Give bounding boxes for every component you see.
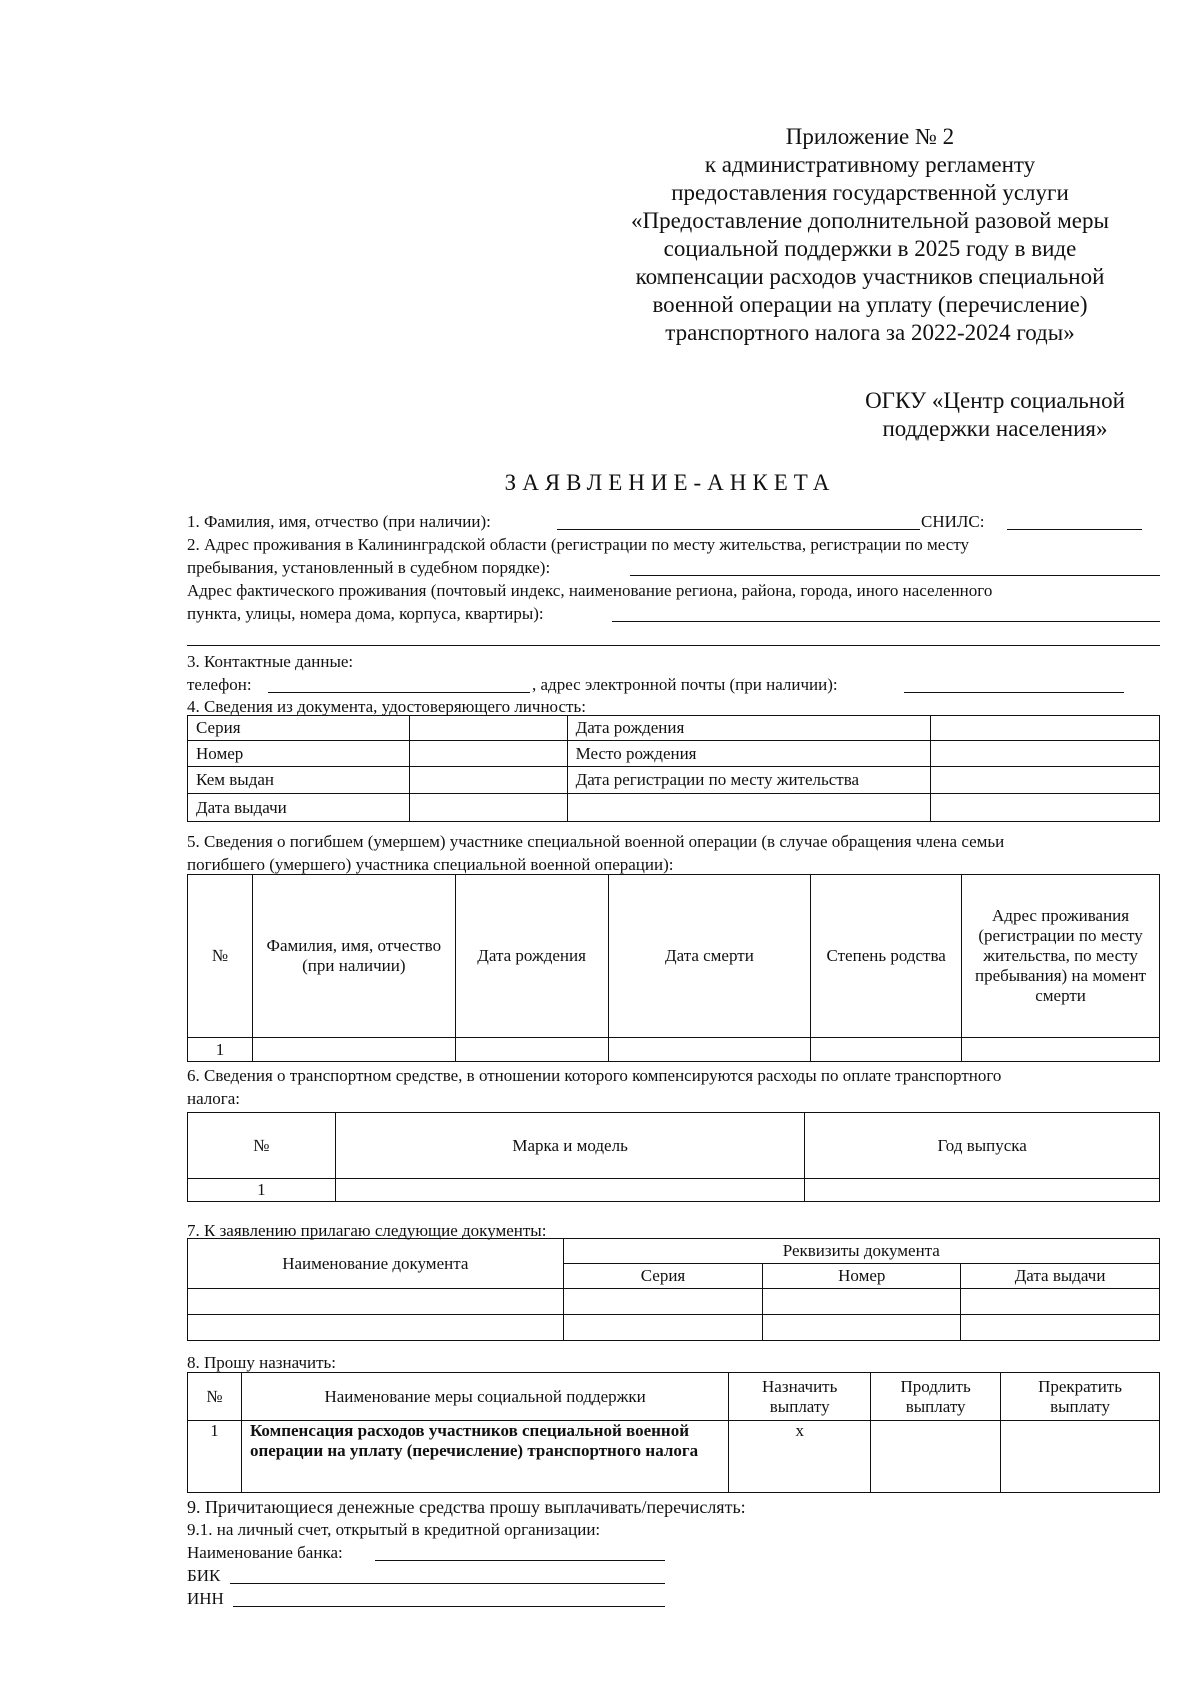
- value-issue-date[interactable]: [409, 794, 567, 822]
- vehicle-info-line: налога:: [187, 1089, 241, 1108]
- col-fio: Фамилия, имя, отчество (при наличии): [252, 875, 455, 1038]
- col-death-date: Дата смерти: [608, 875, 811, 1038]
- label-reg-date: Дата регистрации по месту жительства: [567, 767, 931, 794]
- id-doc-title: 4. Сведения из документа, удостоверяющего личность:: [187, 697, 586, 716]
- cell-address[interactable]: [962, 1038, 1160, 1062]
- contacts-title: 3. Контактные данные:: [187, 652, 354, 671]
- vehicle-info-line: 6. Сведения о транспортном средстве, в отношении которого компенсируются расходы по оплате транспортного: [187, 1066, 1002, 1085]
- col-kinship: Степень родства: [811, 875, 962, 1038]
- reg-address-line: 2. Адрес проживания в Калининградской области (регистрации по месту жительства, регистрации по месту: [187, 535, 970, 554]
- label-birth-date: Дата рождения: [567, 716, 931, 741]
- org-line: ОГКУ «Центр социальной: [865, 388, 1125, 413]
- label-series: Серия: [188, 716, 410, 741]
- bank-label: Наименование банка:: [187, 1543, 343, 1562]
- cell-birth-date[interactable]: [455, 1038, 608, 1062]
- actual-address-field[interactable]: [612, 621, 1160, 622]
- cell-issue-date[interactable]: [961, 1289, 1160, 1315]
- col-year: Год выпуска: [805, 1113, 1160, 1179]
- extend-cell[interactable]: [871, 1421, 1001, 1493]
- payment-title: 9. Причитающиеся денежные средства прошу выплачивать/перечислять:: [187, 1497, 746, 1517]
- email-label: , адрес электронной почты (при наличии):: [532, 675, 838, 694]
- assign-mark[interactable]: x: [729, 1421, 871, 1493]
- snils-field[interactable]: [1007, 529, 1142, 530]
- value-issued-by[interactable]: [409, 767, 567, 794]
- col-extend: Продлить выплату: [871, 1373, 1001, 1421]
- row-number: 1: [188, 1038, 253, 1062]
- col-issue-date: Дата выдачи: [961, 1264, 1160, 1289]
- fio-field[interactable]: [557, 529, 920, 530]
- header-line: компенсации расходов участников специальной: [635, 264, 1105, 289]
- empty-cell: [567, 794, 931, 822]
- col-requisites: Реквизиты документа: [563, 1239, 1159, 1264]
- header-line: военной операции на уплату (перечисление): [652, 292, 1088, 317]
- header-line: социальной поддержки в 2025 году в виде: [663, 236, 1077, 261]
- value-reg-date[interactable]: [931, 767, 1160, 794]
- row-number: 1: [188, 1421, 242, 1493]
- cell-make-model[interactable]: [335, 1179, 804, 1202]
- label-birth-place: Место рождения: [567, 741, 931, 767]
- col-make-model: Марка и модель: [335, 1113, 804, 1179]
- bik-field[interactable]: [230, 1583, 665, 1584]
- col-address: Адрес проживания (регистрации по месту жительства, по месту пребывания) на момент смерти: [962, 875, 1160, 1038]
- attachments-table: [187, 1238, 1160, 1341]
- deceased-info-line: 5. Сведения о погибшем (умершем) участнике специальной военной операции (в случае обращения члена семьи: [187, 832, 1005, 851]
- fio-label: 1. Фамилия, имя, отчество (при наличии):: [187, 512, 491, 531]
- actual-address-line: Адрес фактического проживания (почтовый индекс, наименование региона, района, города, иного населенного: [187, 581, 993, 600]
- header-line: предоставления государственной услуги: [671, 180, 1069, 205]
- header-line: «Предоставление дополнительной разовой меры: [631, 208, 1109, 233]
- cell-year[interactable]: [805, 1179, 1160, 1202]
- col-number: Номер: [763, 1264, 961, 1289]
- col-doc-name: Наименование документа: [188, 1239, 564, 1289]
- deceased-info-line: погибшего (умершего) участника специальной военной операции):: [187, 855, 674, 874]
- phone-label: телефон:: [187, 675, 252, 694]
- col-terminate: Прекратить выплату: [1001, 1373, 1160, 1421]
- header-line: транспортного налога за 2022-2024 годы»: [665, 320, 1075, 345]
- col-birth-date: Дата рождения: [455, 875, 608, 1038]
- value-series[interactable]: [409, 716, 567, 741]
- cell-series[interactable]: [563, 1315, 763, 1341]
- value-birth-date[interactable]: [931, 716, 1160, 741]
- value-birth-place[interactable]: [931, 741, 1160, 767]
- cell-number[interactable]: [763, 1289, 961, 1315]
- empty-cell: [931, 794, 1160, 822]
- col-number: №: [188, 1373, 242, 1421]
- terminate-cell[interactable]: [1001, 1421, 1160, 1493]
- label-number: Номер: [188, 741, 410, 767]
- header-line: к административному регламенту: [704, 152, 1036, 177]
- cell-doc-name[interactable]: [188, 1315, 564, 1341]
- inn-label: ИНН: [187, 1589, 224, 1608]
- cell-doc-name[interactable]: [188, 1289, 564, 1315]
- cell-issue-date[interactable]: [961, 1315, 1160, 1341]
- org-line: поддержки населения»: [882, 416, 1108, 441]
- actual-address-field-extra[interactable]: [187, 645, 1160, 646]
- cell-death-date[interactable]: [608, 1038, 811, 1062]
- bank-field[interactable]: [375, 1560, 665, 1561]
- label-issued-by: Кем выдан: [188, 767, 410, 794]
- snils-label: СНИЛС:: [921, 512, 985, 531]
- reg-address-line: пребывания, установленный в судебном порядке):: [187, 558, 551, 577]
- inn-field[interactable]: [233, 1606, 665, 1607]
- row-number: 1: [188, 1179, 336, 1202]
- email-field[interactable]: [904, 692, 1124, 693]
- col-number: №: [188, 875, 253, 1038]
- phone-field[interactable]: [268, 692, 530, 693]
- attachments-title: 7. К заявлению прилагаю следующие документы:: [187, 1221, 547, 1240]
- vehicle-table: [187, 1112, 1160, 1202]
- col-series: Серия: [563, 1264, 763, 1289]
- cell-fio[interactable]: [252, 1038, 455, 1062]
- id-doc-table: [187, 715, 1160, 822]
- request-table: [187, 1372, 1160, 1493]
- col-measure-name: Наименование меры социальной поддержки: [241, 1373, 728, 1421]
- cell-series[interactable]: [563, 1289, 763, 1315]
- form-title: ЗАЯВЛЕНИЕ-АНКЕТА: [504, 470, 836, 495]
- cell-kinship[interactable]: [811, 1038, 962, 1062]
- reg-address-field[interactable]: [630, 575, 1160, 576]
- cell-number[interactable]: [763, 1315, 961, 1341]
- deceased-table: [187, 874, 1160, 1062]
- col-assign: Назначить выплату: [729, 1373, 871, 1421]
- value-number[interactable]: [409, 741, 567, 767]
- label-issue-date: Дата выдачи: [188, 794, 410, 822]
- header-line: Приложение № 2: [785, 124, 955, 149]
- payment-sub: 9.1. на личный счет, открытый в кредитной организации:: [187, 1520, 601, 1539]
- measure-name: Компенсация расходов участников специальной военной операции на уплату (перечисление) транспортного налога: [241, 1421, 728, 1493]
- actual-address-line: пункта, улицы, номера дома, корпуса, квартиры):: [187, 604, 544, 623]
- bik-label: БИК: [187, 1566, 221, 1585]
- request-title: 8. Прошу назначить:: [187, 1353, 336, 1372]
- col-number: №: [188, 1113, 336, 1179]
